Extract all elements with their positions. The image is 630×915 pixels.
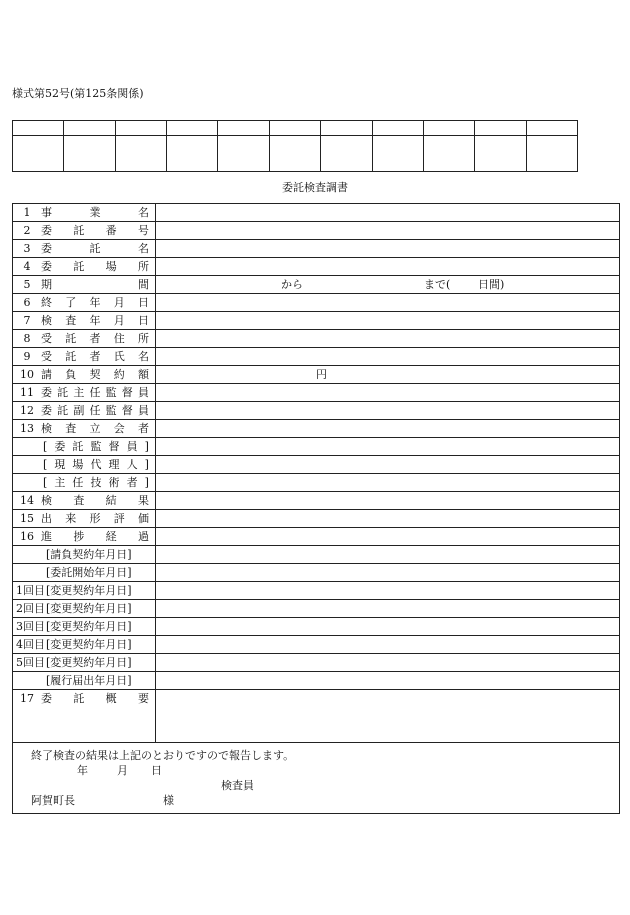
completion-notice-label	[13, 672, 156, 690]
period-row	[13, 276, 620, 294]
row-number: 17	[20, 692, 34, 705]
bracket-label: [変更契約年月日]	[46, 584, 132, 597]
change-2-label	[13, 600, 156, 618]
row-label-text: 委 託 場 所	[41, 260, 149, 273]
witness-sub-3-value[interactable]	[156, 474, 620, 492]
commission-location-label	[13, 258, 156, 276]
end-date-row	[13, 294, 620, 312]
bracket-label: [変更契約年月日]	[46, 620, 132, 633]
progress-sub-1-row	[13, 546, 620, 564]
stamp-header-cell[interactable]	[115, 121, 166, 136]
business-name-value[interactable]	[156, 204, 620, 222]
row-label-text: 委 託 番 号	[41, 224, 149, 237]
deputy-supervisor-row	[13, 402, 620, 420]
document-title: 委託検査調書	[282, 181, 348, 194]
completion-evaluation-value[interactable]	[156, 510, 620, 528]
completion-notice-row	[13, 672, 620, 690]
contract-number-value[interactable]	[156, 222, 620, 240]
honorific: 様	[163, 794, 174, 807]
stamp-seal-cell[interactable]	[423, 136, 474, 172]
progress-sub-2-label	[13, 564, 156, 582]
stamp-header-cell[interactable]	[269, 121, 320, 136]
period-value[interactable]	[156, 276, 620, 294]
row-number: 6	[23, 296, 31, 309]
stamp-header-cell[interactable]	[167, 121, 218, 136]
period-to: まで(	[424, 278, 451, 291]
commission-location-row	[13, 258, 620, 276]
row-label-text: 終 了 年 月 日	[41, 296, 149, 309]
change-4-label	[13, 636, 156, 654]
deputy-supervisor-value[interactable]	[156, 402, 620, 420]
change-4-value[interactable]	[156, 636, 620, 654]
change-count: 4回目	[16, 638, 45, 651]
row-number: 16	[20, 530, 34, 543]
amount-unit: 円	[316, 368, 327, 381]
form-body	[13, 204, 620, 814]
completion-evaluation-label	[13, 510, 156, 528]
change-5-row	[13, 654, 620, 672]
inspection-witness-value[interactable]	[156, 420, 620, 438]
commission-location-value[interactable]	[156, 258, 620, 276]
completion-notice-value[interactable]	[156, 672, 620, 690]
report-statement: 終了検査の結果は上記のとおりですので報告します。	[31, 749, 295, 762]
inspection-date-row	[13, 312, 620, 330]
overview-row	[13, 690, 620, 743]
row-number: 15	[20, 512, 34, 525]
contractor-address-value[interactable]	[156, 330, 620, 348]
report-section	[13, 743, 620, 814]
bracket-label: [委託開始年月日]	[46, 566, 132, 579]
change-count: 2回目	[16, 602, 45, 615]
inspection-date-value[interactable]	[156, 312, 620, 330]
report-day: 日	[151, 764, 162, 777]
stamp-header-cell[interactable]	[321, 121, 372, 136]
end-date-label	[13, 294, 156, 312]
bracket-label: [変更契約年月日]	[46, 656, 132, 669]
progress-sub-1-label	[13, 546, 156, 564]
change-count: 3回目	[16, 620, 45, 633]
inspection-form-table	[12, 203, 620, 814]
sub-label-text: [ 主 任 技 術 者 ]	[43, 476, 149, 489]
row-number: 11	[20, 386, 34, 399]
progress-value[interactable]	[156, 528, 620, 546]
contract-amount-value[interactable]	[156, 366, 620, 384]
period-label	[13, 276, 156, 294]
stamp-seal-cell[interactable]	[269, 136, 320, 172]
stamp-seal-cell[interactable]	[13, 136, 64, 172]
business-name-row	[13, 204, 620, 222]
row-label-text: 委 託 副 任 監 督 員	[41, 404, 149, 417]
progress-sub-2-row	[13, 564, 620, 582]
inspection-result-value[interactable]	[156, 492, 620, 510]
stamp-header-cell[interactable]	[526, 121, 577, 136]
row-label-text: 検 査 立 会 者	[41, 422, 149, 435]
stamp-seal-cell[interactable]	[526, 136, 577, 172]
row-number: 2	[23, 224, 31, 237]
progress-label	[13, 528, 156, 546]
row-number: 1	[23, 206, 31, 219]
inspection-witness-label	[13, 420, 156, 438]
row-label-text: 事 業 名	[41, 206, 149, 219]
stamp-header-cell[interactable]	[218, 121, 269, 136]
commission-name-value[interactable]	[156, 240, 620, 258]
row-label-text: 検 査 年 月 日	[41, 314, 149, 327]
change-count: 5回目	[16, 656, 45, 669]
inspection-date-label	[13, 312, 156, 330]
contract-amount-label	[13, 366, 156, 384]
report-month: 月	[117, 764, 128, 777]
witness-sub-3-row	[13, 474, 620, 492]
stamp-seal-cell[interactable]	[167, 136, 218, 172]
progress-sub-1-value[interactable]	[156, 546, 620, 564]
change-2-row	[13, 600, 620, 618]
change-1-row	[13, 582, 620, 600]
period-from: から	[281, 278, 303, 291]
inspection-witness-row	[13, 420, 620, 438]
addressee: 阿賀町長	[31, 794, 75, 807]
stamp-header-cell[interactable]	[475, 121, 526, 136]
stamp-grid-header-row	[13, 121, 578, 136]
contract-amount-row	[13, 366, 620, 384]
contractor-name-row	[13, 348, 620, 366]
bracket-label: [変更契約年月日]	[46, 638, 132, 651]
stamp-seal-cell[interactable]	[218, 136, 269, 172]
row-label-text: 委 託 主 任 監 督 員	[41, 386, 149, 399]
overview-value[interactable]	[156, 690, 620, 743]
form-reference: 様式第52号(第125条関係)	[12, 87, 144, 100]
progress-sub-2-value[interactable]	[156, 564, 620, 582]
row-label-text: 委 託 概 要	[41, 692, 149, 705]
row-label-text: 請 負 契 約 額	[41, 368, 149, 381]
stamp-header-cell[interactable]	[64, 121, 115, 136]
contractor-name-label	[13, 348, 156, 366]
completion-evaluation-row	[13, 510, 620, 528]
sub-label-text: [ 現 場 代 理 人 ]	[43, 458, 149, 471]
witness-sub-1-label	[13, 438, 156, 456]
approval-stamp-grid	[12, 120, 578, 172]
overview-label	[13, 690, 156, 743]
witness-sub-2-value[interactable]	[156, 456, 620, 474]
period-days: 日間)	[478, 278, 505, 291]
inspection-result-label	[13, 492, 156, 510]
change-count: 1回目	[16, 584, 45, 597]
contract-number-row	[13, 222, 620, 240]
chief-supervisor-value[interactable]	[156, 384, 620, 402]
row-number: 14	[20, 494, 34, 507]
deputy-supervisor-label	[13, 402, 156, 420]
stamp-seal-cell[interactable]	[475, 136, 526, 172]
row-label-text: 受 託 者 氏 名	[41, 350, 149, 363]
stamp-seal-cell[interactable]	[321, 136, 372, 172]
contract-number-label	[13, 222, 156, 240]
stamp-seal-cell[interactable]	[64, 136, 115, 172]
row-number: 5	[23, 278, 31, 291]
row-label-text: 出 来 形 評 価	[41, 512, 149, 525]
change-3-value[interactable]	[156, 618, 620, 636]
stamp-grid-seal-row	[13, 136, 578, 172]
row-number: 8	[23, 332, 31, 345]
inspection-result-row	[13, 492, 620, 510]
contractor-name-value[interactable]	[156, 348, 620, 366]
change-3-label	[13, 618, 156, 636]
chief-supervisor-label	[13, 384, 156, 402]
change-5-label	[13, 654, 156, 672]
sub-label-text: [ 委 託 監 督 員 ]	[43, 440, 149, 453]
change-1-value[interactable]	[156, 582, 620, 600]
bracket-label: [履行届出年月日]	[46, 674, 132, 687]
witness-sub-2-label	[13, 456, 156, 474]
row-number: 7	[23, 314, 31, 327]
witness-sub-1-value[interactable]	[156, 438, 620, 456]
bracket-label: [変更契約年月日]	[46, 602, 132, 615]
witness-sub-2-row	[13, 456, 620, 474]
row-number: 9	[23, 350, 31, 363]
stamp-header-cell[interactable]	[423, 121, 474, 136]
row-label-text: 受 託 者 住 所	[41, 332, 149, 345]
progress-row	[13, 528, 620, 546]
contractor-address-row	[13, 330, 620, 348]
commission-name-row	[13, 240, 620, 258]
witness-sub-1-row	[13, 438, 620, 456]
stamp-header-cell[interactable]	[13, 121, 64, 136]
bracket-label: [請負契約年月日]	[46, 548, 132, 561]
row-label-text: 期 間	[41, 278, 149, 291]
row-number: 10	[20, 368, 34, 381]
row-number: 4	[23, 260, 31, 273]
row-number: 12	[20, 404, 34, 417]
change-3-row	[13, 618, 620, 636]
witness-sub-3-label	[13, 474, 156, 492]
row-label-text: 進 捗 経 過	[41, 530, 149, 543]
commission-name-label	[13, 240, 156, 258]
report-year: 年	[77, 764, 88, 777]
end-date-value[interactable]	[156, 294, 620, 312]
contractor-address-label	[13, 330, 156, 348]
stamp-seal-cell[interactable]	[372, 136, 423, 172]
row-label-text: 委 託 名	[41, 242, 149, 255]
stamp-seal-cell[interactable]	[115, 136, 166, 172]
chief-supervisor-row	[13, 384, 620, 402]
row-label-text: 検 査 結 果	[41, 494, 149, 507]
change-4-row	[13, 636, 620, 654]
report-row	[13, 743, 620, 814]
row-number: 3	[23, 242, 31, 255]
change-5-value[interactable]	[156, 654, 620, 672]
change-1-label	[13, 582, 156, 600]
row-number: 13	[20, 422, 34, 435]
stamp-header-cell[interactable]	[372, 121, 423, 136]
change-2-value[interactable]	[156, 600, 620, 618]
inspector-label: 検査員	[221, 779, 254, 792]
business-name-label	[13, 204, 156, 222]
